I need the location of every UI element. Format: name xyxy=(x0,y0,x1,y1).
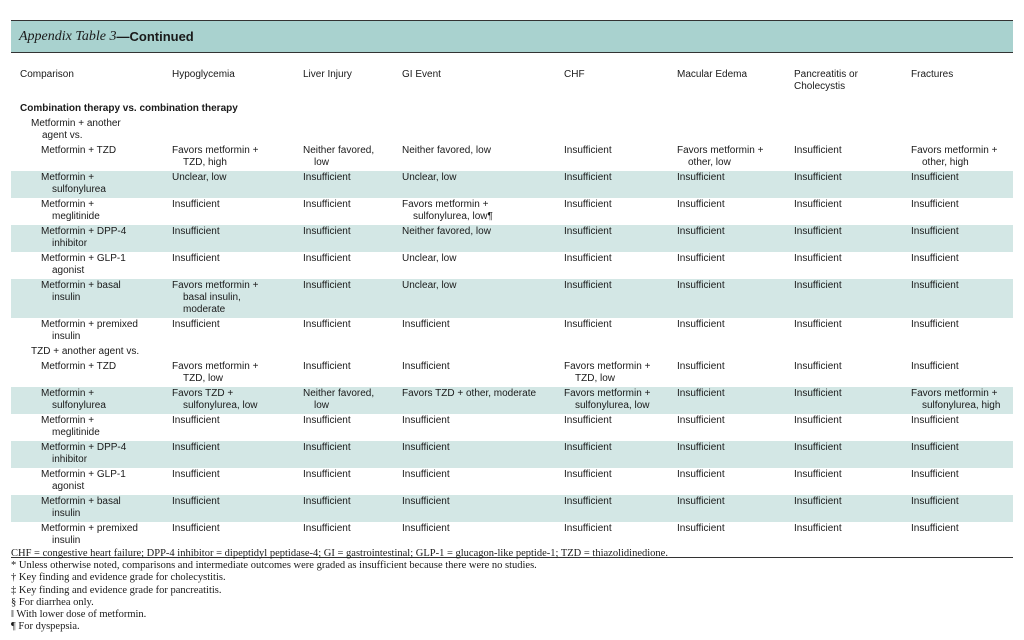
cell-text: insulin xyxy=(52,292,81,303)
cell-text: Insufficient xyxy=(677,496,725,507)
cell-text: Insufficient xyxy=(794,199,842,210)
cell-text: Unclear, low xyxy=(172,172,227,183)
cell-text: Insufficient xyxy=(303,319,351,330)
cell-text: Insufficient xyxy=(794,496,842,507)
cell-text: Insufficient xyxy=(172,415,220,426)
cell-text: Favors TZD + other, moderate xyxy=(402,388,537,399)
cell-text: TZD, low xyxy=(575,373,615,384)
column-header: Comparison xyxy=(20,69,74,80)
column-header: Liver Injury xyxy=(303,69,352,80)
section-row xyxy=(11,345,1013,360)
cell-text: low xyxy=(314,400,330,411)
cell-text: Metformin + xyxy=(41,172,95,183)
cell-text: Insufficient xyxy=(677,253,725,264)
cell-text: Metformin + premixed xyxy=(41,319,138,330)
cell-text: Insufficient xyxy=(677,226,725,237)
cell-text: Insufficient xyxy=(911,280,959,291)
cell-text: inhibitor xyxy=(52,238,88,249)
cell-text: Neither favored, xyxy=(303,388,375,399)
cell-text: inhibitor xyxy=(52,454,88,465)
table-title-suffix: —Continued xyxy=(116,29,194,44)
cell-text: Insufficient xyxy=(564,253,612,264)
table-row xyxy=(11,252,1013,279)
cell-text: Favors TZD + xyxy=(172,388,234,399)
cell-text: Insufficient xyxy=(677,469,725,480)
cell-text: insulin xyxy=(52,331,81,342)
cell-text: sulfonylurea, low xyxy=(575,400,650,411)
cell-text: Insufficient xyxy=(564,145,612,156)
footnote: CHF = congestive heart failure; DPP-4 inhibitor = dipeptidyl peptidase-4; GI = gastrointestinal; GLP-1 = glucagon-like peptide-1; TZD = thiazolidinedione. xyxy=(11,548,668,559)
cell-text: Insufficient xyxy=(794,388,842,399)
column-header: Pancreatitis or Cholecystis xyxy=(794,69,858,92)
cell-text: Insufficient xyxy=(402,496,450,507)
cell-text: Favors metformin + xyxy=(172,280,259,291)
cell-text: Insufficient xyxy=(172,199,220,210)
cell-text: Insufficient xyxy=(564,442,612,453)
table-row xyxy=(11,171,1013,198)
cell-text: Insufficient xyxy=(303,280,351,291)
cell-text: meglitinide xyxy=(52,211,100,222)
table-body xyxy=(11,97,1013,549)
cell-text: Metformin + GLP-1 xyxy=(41,469,126,480)
cell-text: sulfonylurea xyxy=(52,184,106,195)
cell-text: Insufficient xyxy=(794,415,842,426)
cell-text: Insufficient xyxy=(911,496,959,507)
cell-text: Insufficient xyxy=(677,442,725,453)
cell-text: sulfonylurea, low xyxy=(183,400,258,411)
cell-text: Insufficient xyxy=(303,199,351,210)
cell-text: TZD, low xyxy=(183,373,223,384)
cell-text: Insufficient xyxy=(911,415,959,426)
table-container xyxy=(11,20,1013,558)
cell-text: Insufficient xyxy=(911,523,959,534)
cell-text: Insufficient xyxy=(794,523,842,534)
cell-text: Insufficient xyxy=(303,496,351,507)
cell-text: Insufficient xyxy=(564,415,612,426)
cell-text: Insufficient xyxy=(172,496,220,507)
cell-text: Neither favored, low xyxy=(402,145,491,156)
cell-text: Metformin + xyxy=(41,199,95,210)
cell-text: Unclear, low xyxy=(402,172,457,183)
cell-text: Favors metformin + xyxy=(564,361,651,372)
footnote: ‖ With lower dose of metformin. xyxy=(11,609,147,621)
cell-text: Insufficient xyxy=(172,319,220,330)
cell-text: Insufficient xyxy=(911,319,959,330)
cell-text: Insufficient xyxy=(402,361,450,372)
cell-text: Insufficient xyxy=(794,226,842,237)
data-table xyxy=(11,53,1013,549)
section-label: TZD + another agent vs. xyxy=(31,346,140,357)
cell-text: other, low xyxy=(688,157,731,168)
cell-text: Insufficient xyxy=(794,145,842,156)
header-row xyxy=(11,53,1013,97)
cell-text: Insufficient xyxy=(402,469,450,480)
cell-text: Insufficient xyxy=(911,469,959,480)
cell-text: Insufficient xyxy=(303,361,351,372)
cell-text: Insufficient xyxy=(794,319,842,330)
cell-text: Insufficient xyxy=(564,226,612,237)
cell-text: Metformin + GLP-1 xyxy=(41,253,126,264)
column-header: Macular Edema xyxy=(677,69,748,80)
cell-text: Metformin + basal xyxy=(41,496,121,507)
cell-text: Metformin + TZD xyxy=(41,361,117,372)
column-header: CHF xyxy=(564,69,585,80)
cell-text: other, high xyxy=(922,157,969,168)
cell-text: Insufficient xyxy=(677,199,725,210)
cell-text: Metformin + basal xyxy=(41,280,121,291)
cell-text: Insufficient xyxy=(677,172,725,183)
table-row xyxy=(11,225,1013,252)
cell-text: Insufficient xyxy=(564,319,612,330)
table-row xyxy=(11,441,1013,468)
cell-text: Insufficient xyxy=(677,523,725,534)
cell-text: Neither favored, xyxy=(303,145,375,156)
cell-text: Insufficient xyxy=(794,280,842,291)
cell-text: Insufficient xyxy=(172,226,220,237)
cell-text: Metformin + xyxy=(41,415,95,426)
cell-text: insulin xyxy=(52,535,81,546)
cell-text: Insufficient xyxy=(564,496,612,507)
cell-text: Insufficient xyxy=(172,442,220,453)
footnote: † Key finding and evidence grade for cholecystitis. xyxy=(11,572,226,584)
column-header: Hypoglycemia xyxy=(172,69,235,80)
cell-text: Insufficient xyxy=(564,280,612,291)
cell-text: Insufficient xyxy=(911,361,959,372)
cell-text: TZD, high xyxy=(183,157,227,168)
cell-text: Insufficient xyxy=(303,253,351,264)
cell-text: Insufficient xyxy=(911,226,959,237)
table-row xyxy=(11,360,1013,387)
footnote: § For diarrhea only. xyxy=(11,596,94,608)
cell-text: agonist xyxy=(52,481,85,492)
table-row xyxy=(11,198,1013,225)
cell-text: Insufficient xyxy=(677,319,725,330)
cell-text: Insufficient xyxy=(303,523,351,534)
cell-text: Unclear, low xyxy=(402,253,457,264)
cell-text: Metformin + xyxy=(41,388,95,399)
cell-text: moderate xyxy=(183,304,226,315)
cell-text: Insufficient xyxy=(677,280,725,291)
table-row xyxy=(11,414,1013,441)
cell-text: Neither favored, low xyxy=(402,226,491,237)
cell-text: Insufficient xyxy=(303,172,351,183)
cell-text: Insufficient xyxy=(677,388,725,399)
table-title: Appendix Table 3 xyxy=(19,28,117,44)
cell-text: Insufficient xyxy=(794,253,842,264)
footnote: ‡ Key finding and evidence grade for pancreatitis. xyxy=(11,584,222,596)
cell-text: Insufficient xyxy=(677,415,725,426)
cell-text: agonist xyxy=(52,265,85,276)
cell-text: Insufficient xyxy=(564,469,612,480)
cell-text: Insufficient xyxy=(794,361,842,372)
cell-text: Insufficient xyxy=(402,415,450,426)
cell-text: Insufficient xyxy=(303,226,351,237)
cell-text: meglitinide xyxy=(52,427,100,438)
cell-text: Insufficient xyxy=(172,523,220,534)
cell-text: Insufficient xyxy=(564,199,612,210)
cell-text: Metformin + DPP-4 xyxy=(41,442,127,453)
table-title-bar xyxy=(11,20,1013,53)
cell-text: Insufficient xyxy=(564,523,612,534)
cell-text: sulfonylurea, high xyxy=(922,400,1001,411)
cell-text: Insufficient xyxy=(794,172,842,183)
cell-text: Insufficient xyxy=(402,442,450,453)
cell-text: Favors metformin + xyxy=(172,361,259,372)
table-row xyxy=(11,144,1013,171)
table-row xyxy=(11,387,1013,414)
table-row xyxy=(11,468,1013,495)
footnotes xyxy=(11,548,1013,633)
cell-text: Unclear, low xyxy=(402,280,457,291)
cell-text: Insufficient xyxy=(911,172,959,183)
section-row xyxy=(11,117,1013,144)
cell-text: Favors metformin + xyxy=(172,145,259,156)
column-header: GI Event xyxy=(402,69,441,80)
cell-text: low xyxy=(314,157,330,168)
cell-text: Insufficient xyxy=(303,415,351,426)
footnote: ¶ For dyspepsia. xyxy=(11,621,80,633)
cell-text: Favors metformin + xyxy=(677,145,764,156)
cell-text: Insufficient xyxy=(402,523,450,534)
cell-text: Insufficient xyxy=(172,469,220,480)
section-row xyxy=(11,97,1013,117)
cell-text: Insufficient xyxy=(303,469,351,480)
footnote: * Unless otherwise noted, comparisons and intermediate outcomes were graded as insufficient because there were no studies. xyxy=(11,560,537,572)
cell-text: Favors metformin + xyxy=(564,388,651,399)
cell-text: sulfonylurea, low¶ xyxy=(413,211,493,222)
cell-text: Insufficient xyxy=(794,442,842,453)
cell-text: Metformin + TZD xyxy=(41,145,117,156)
section-label: Metformin + another xyxy=(31,118,121,129)
cell-text: Insufficient xyxy=(402,319,450,330)
cell-text: Favors metformin + xyxy=(911,388,998,399)
cell-text: Metformin + premixed xyxy=(41,523,138,534)
cell-text: Insufficient xyxy=(911,253,959,264)
table-row xyxy=(11,279,1013,318)
cell-text: Insufficient xyxy=(303,442,351,453)
table-row xyxy=(11,495,1013,522)
cell-text: Insufficient xyxy=(794,469,842,480)
column-header: Fractures xyxy=(911,69,954,80)
cell-text: Favors metformin + xyxy=(911,145,998,156)
cell-text: basal insulin, xyxy=(183,292,241,303)
cell-text: Metformin + DPP-4 xyxy=(41,226,127,237)
table-row xyxy=(11,522,1013,549)
cell-text: Insufficient xyxy=(911,199,959,210)
cell-text: Insufficient xyxy=(172,253,220,264)
section-label: agent vs. xyxy=(42,130,83,141)
cell-text: Insufficient xyxy=(677,361,725,372)
cell-text: insulin xyxy=(52,508,81,519)
cell-text: Insufficient xyxy=(911,442,959,453)
table-row xyxy=(11,318,1013,345)
cell-text: Insufficient xyxy=(564,172,612,183)
section-label: Combination therapy vs. combination therapy xyxy=(20,103,238,114)
cell-text: sulfonylurea xyxy=(52,400,106,411)
cell-text: Favors metformin + xyxy=(402,199,489,210)
